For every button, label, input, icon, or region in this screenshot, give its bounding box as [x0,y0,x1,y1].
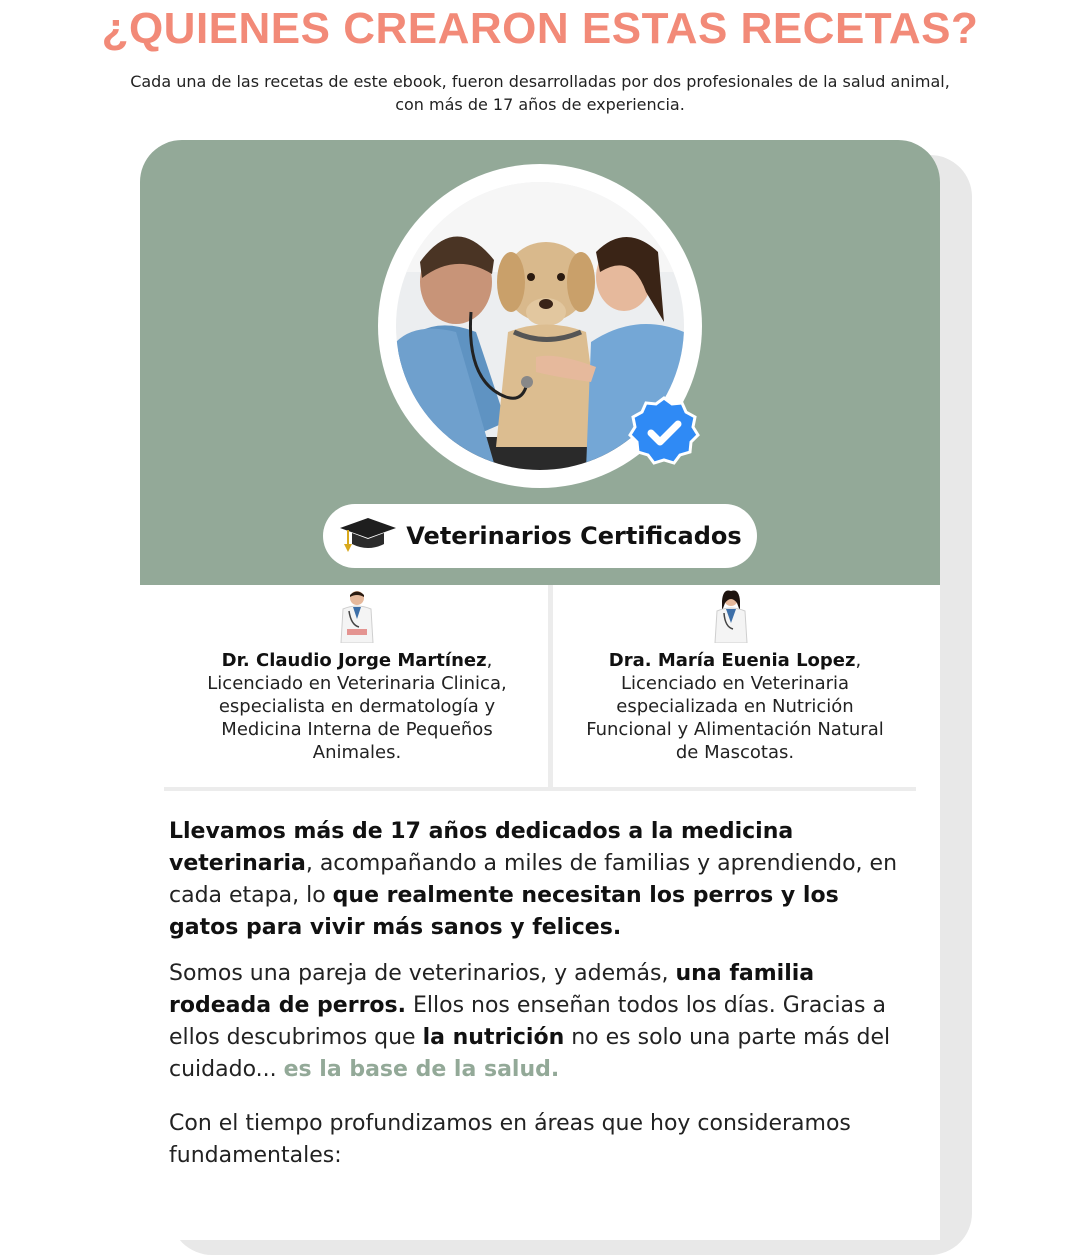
about-paragraph-1 [169,816,899,944]
doctor-info-2: Dra. María Euenia Lopez, Licenciado en Veterinaria especializada en Nutrición Funcional y Alimentación Natural de Mascotas. [586,650,884,763]
emphasis-text: que realmente necesitan los perros y los gatos para vivir más sanos y felices. [169,883,839,940]
doctor-name: Dra. María Euenia Lopez [608,650,856,671]
certified-label: Veterinarios Certificados [406,522,742,550]
about-paragraph-2 [169,958,899,1086]
profile-card [140,140,940,1240]
card-header [140,140,940,585]
emphasis-text: una familia rodeada de perros. [169,961,815,1018]
verified-check-icon [628,396,700,468]
male-doctor-icon [337,589,377,643]
doctor-card-1 [164,585,550,787]
doctor-description: Licenciado en Veterinaria especializada en Nutrición Funcional y Alimentación Natural de Mascotas. [586,673,884,763]
doctor-name: Dr. Claudio Jorge Martínez [221,650,487,671]
paragraph-text: no es solo una parte más del cuidado... [169,1025,891,1082]
emphasis-text: Llevamos más de 17 años dedicados a la medicina veterinaria [169,819,794,876]
about-paragraph-3: Con el tiempo profundizamos en áreas que hoy consideramos fundamentales: [169,1111,851,1168]
female-doctor-icon [711,589,751,643]
column-divider [548,585,553,787]
paragraph-text: , acompañando a miles de familias y aprendiendo, en cada etapa, lo [169,851,898,908]
doctor-info-1: Dr. Claudio Jorge Martínez, Licenciado en Veterinaria Clinica, especialista en dermatología y Medicina Interna de Pequeños Animales. [207,650,507,763]
highlight-text: es la base de la salud. [283,1057,560,1082]
paragraph-text: Somos una pareja de veterinarios, y además, [169,961,676,986]
paragraph-text: Ellos nos enseñan todos los días. Gracias a ellos descubrimos que [169,993,886,1050]
certified-pill [323,504,757,568]
page-title: ¿QUIENES CREARON ESTAS RECETAS? [101,4,979,53]
graduation-cap-icon [338,514,398,558]
section-divider [164,787,916,791]
page-subtitle: Cada una de las recetas de este ebook, fueron desarrolladas por dos profesionales de la salud animal, con más de 17 años de experiencia. [130,72,950,114]
emphasis-text: la nutrición [422,1025,565,1050]
about-text [169,816,899,1186]
doctors-section [164,585,916,787]
doctor-description: Licenciado en Veterinaria Clinica, especialista en dermatología y Medicina Interna de Pequeños Animales. [207,673,507,763]
doctor-card-2 [554,585,916,787]
